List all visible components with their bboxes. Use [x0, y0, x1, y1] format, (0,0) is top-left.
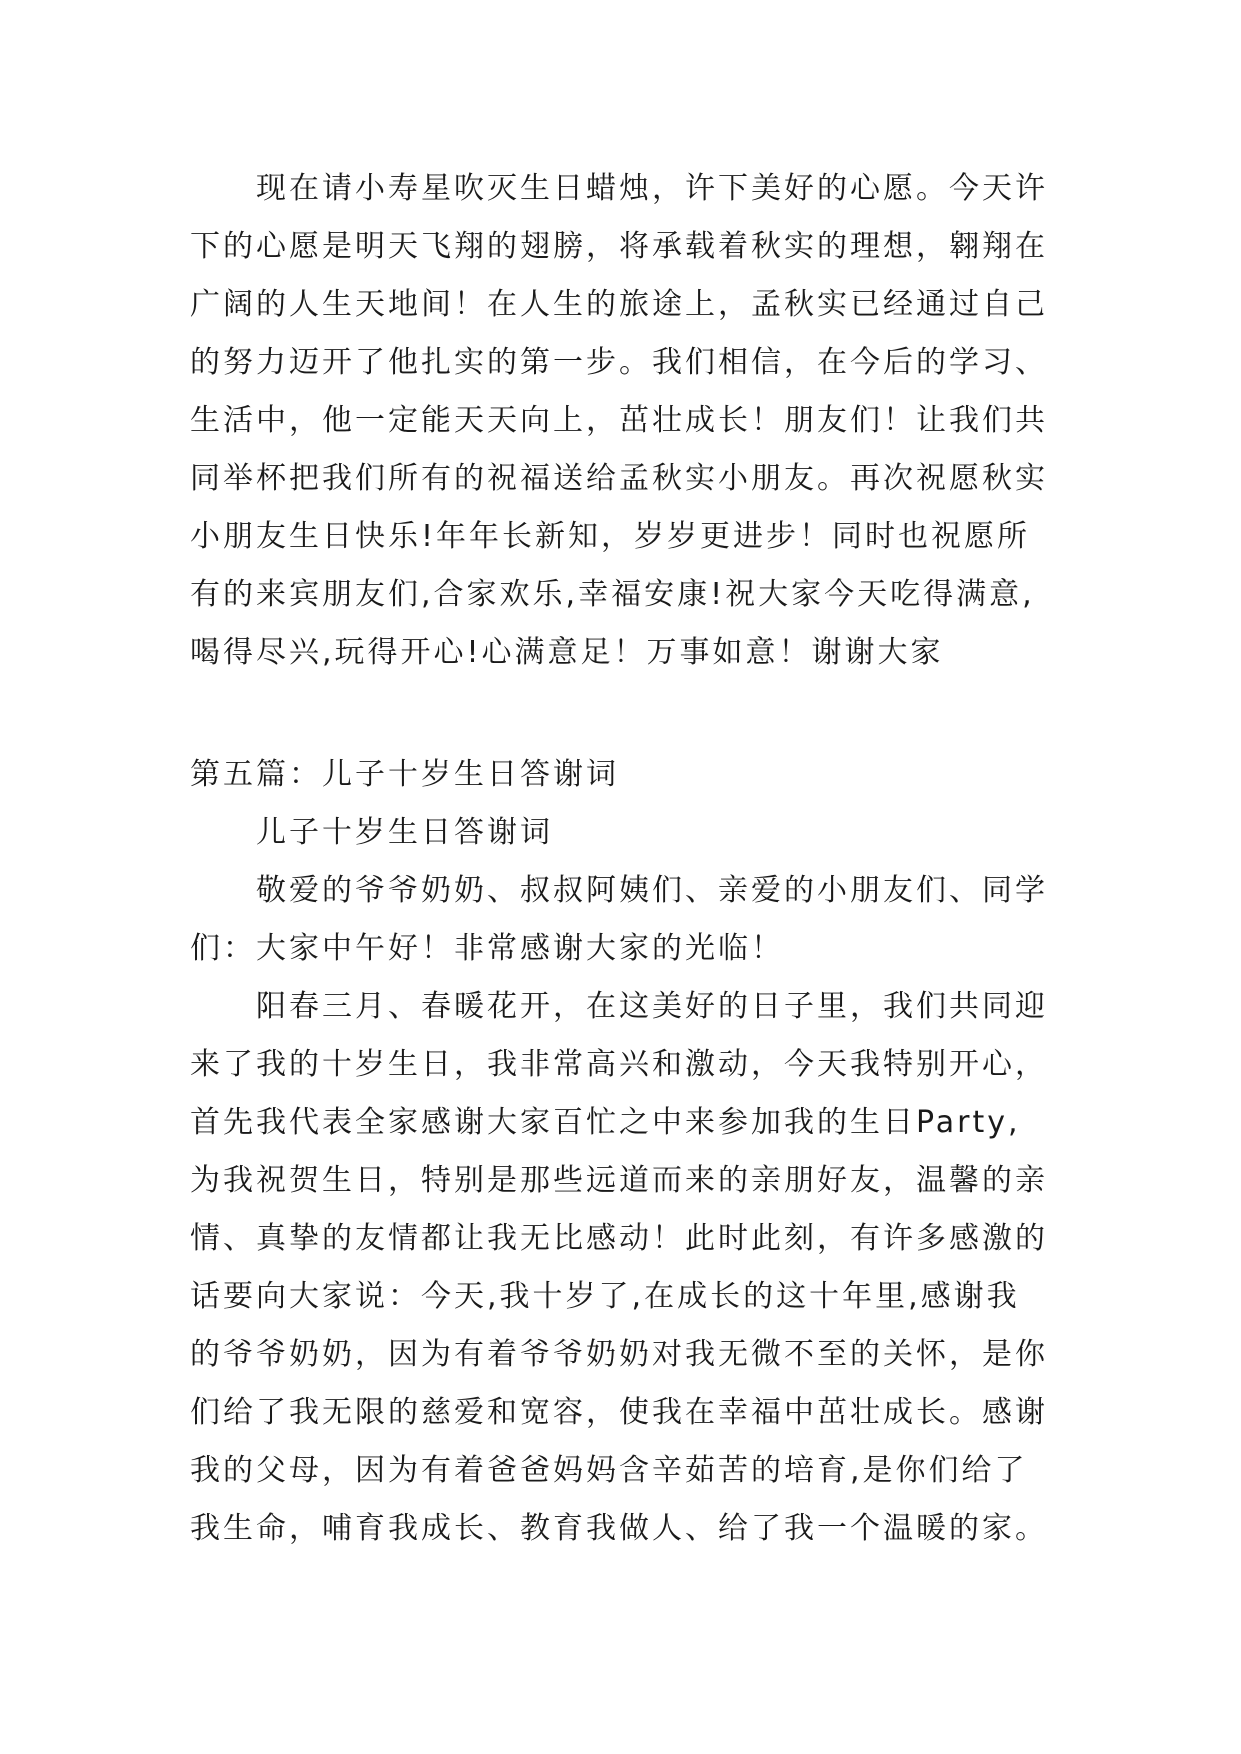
section-heading: 第五篇：儿子十岁生日答谢词	[190, 757, 619, 792]
body-line: 我生命，哺育我成长、教育我做人、给了我一个温暖的家。	[190, 1511, 1048, 1546]
paragraph-line: 有的来宾朋友们,合家欢乐,幸福安康!祝大家今天吃得满意,	[190, 577, 1035, 612]
paragraph-line: 同举杯把我们所有的祝福送给孟秋实小朋友。再次祝愿秋实	[190, 461, 1048, 496]
body-line: 情、真挚的友情都让我无比感动！此时此刻，有许多感激的	[190, 1221, 1048, 1256]
body-line: 我的父母，因为有着爸爸妈妈含辛茹苦的培育,是你们给了	[190, 1453, 1028, 1488]
paragraph-line: 的努力迈开了他扎实的第一步。我们相信，在今后的学习、	[190, 345, 1048, 380]
paragraph-line: 现在请小寿星吹灭生日蜡烛，许下美好的心愿。今天许	[256, 171, 1048, 206]
body-line: 的爷爷奶奶，因为有着爷爷奶奶对我无微不至的关怀，是你	[190, 1337, 1048, 1372]
document-page	[190, 160, 1070, 1558]
paragraph-line: 小朋友生日快乐!年年长新知，岁岁更进步！同时也祝愿所	[190, 519, 1031, 554]
section-subtitle: 儿子十岁生日答谢词	[256, 815, 553, 850]
body-line: 们给了我无限的慈爱和宽容，使我在幸福中茁壮成长。感谢	[190, 1395, 1048, 1430]
body-line: 首先我代表全家感谢大家百忙之中来参加我的生日Party,	[190, 1105, 1021, 1140]
paragraph-line: 生活中，他一定能天天向上，茁壮成长！朋友们！让我们共	[190, 403, 1048, 438]
greeting-line: 敬爱的爷爷奶奶、叔叔阿姨们、亲爱的小朋友们、同学	[256, 873, 1048, 908]
paragraph-line: 下的心愿是明天飞翔的翅膀，将承载着秋实的理想，翱翔在	[190, 229, 1048, 264]
body-line: 话要向大家说：今天,我十岁了,在成长的这十年里,感谢我	[190, 1279, 1020, 1314]
body-line: 来了我的十岁生日，我非常高兴和激动，今天我特别开心，	[190, 1047, 1048, 1082]
section-spacer	[190, 682, 1070, 746]
paragraph-line: 广阔的人生天地间！在人生的旅途上，孟秋实已经通过自己	[190, 287, 1048, 322]
greeting-line: 们：大家中午好！非常感谢大家的光临！	[190, 931, 784, 966]
body-line: 为我祝贺生日，特别是那些远道而来的亲朋好友，温馨的亲	[190, 1163, 1048, 1198]
paragraph-line: 喝得尽兴,玩得开心!心满意足！万事如意！谢谢大家	[190, 635, 944, 670]
body-line: 阳春三月、春暖花开，在这美好的日子里，我们共同迎	[256, 989, 1048, 1024]
